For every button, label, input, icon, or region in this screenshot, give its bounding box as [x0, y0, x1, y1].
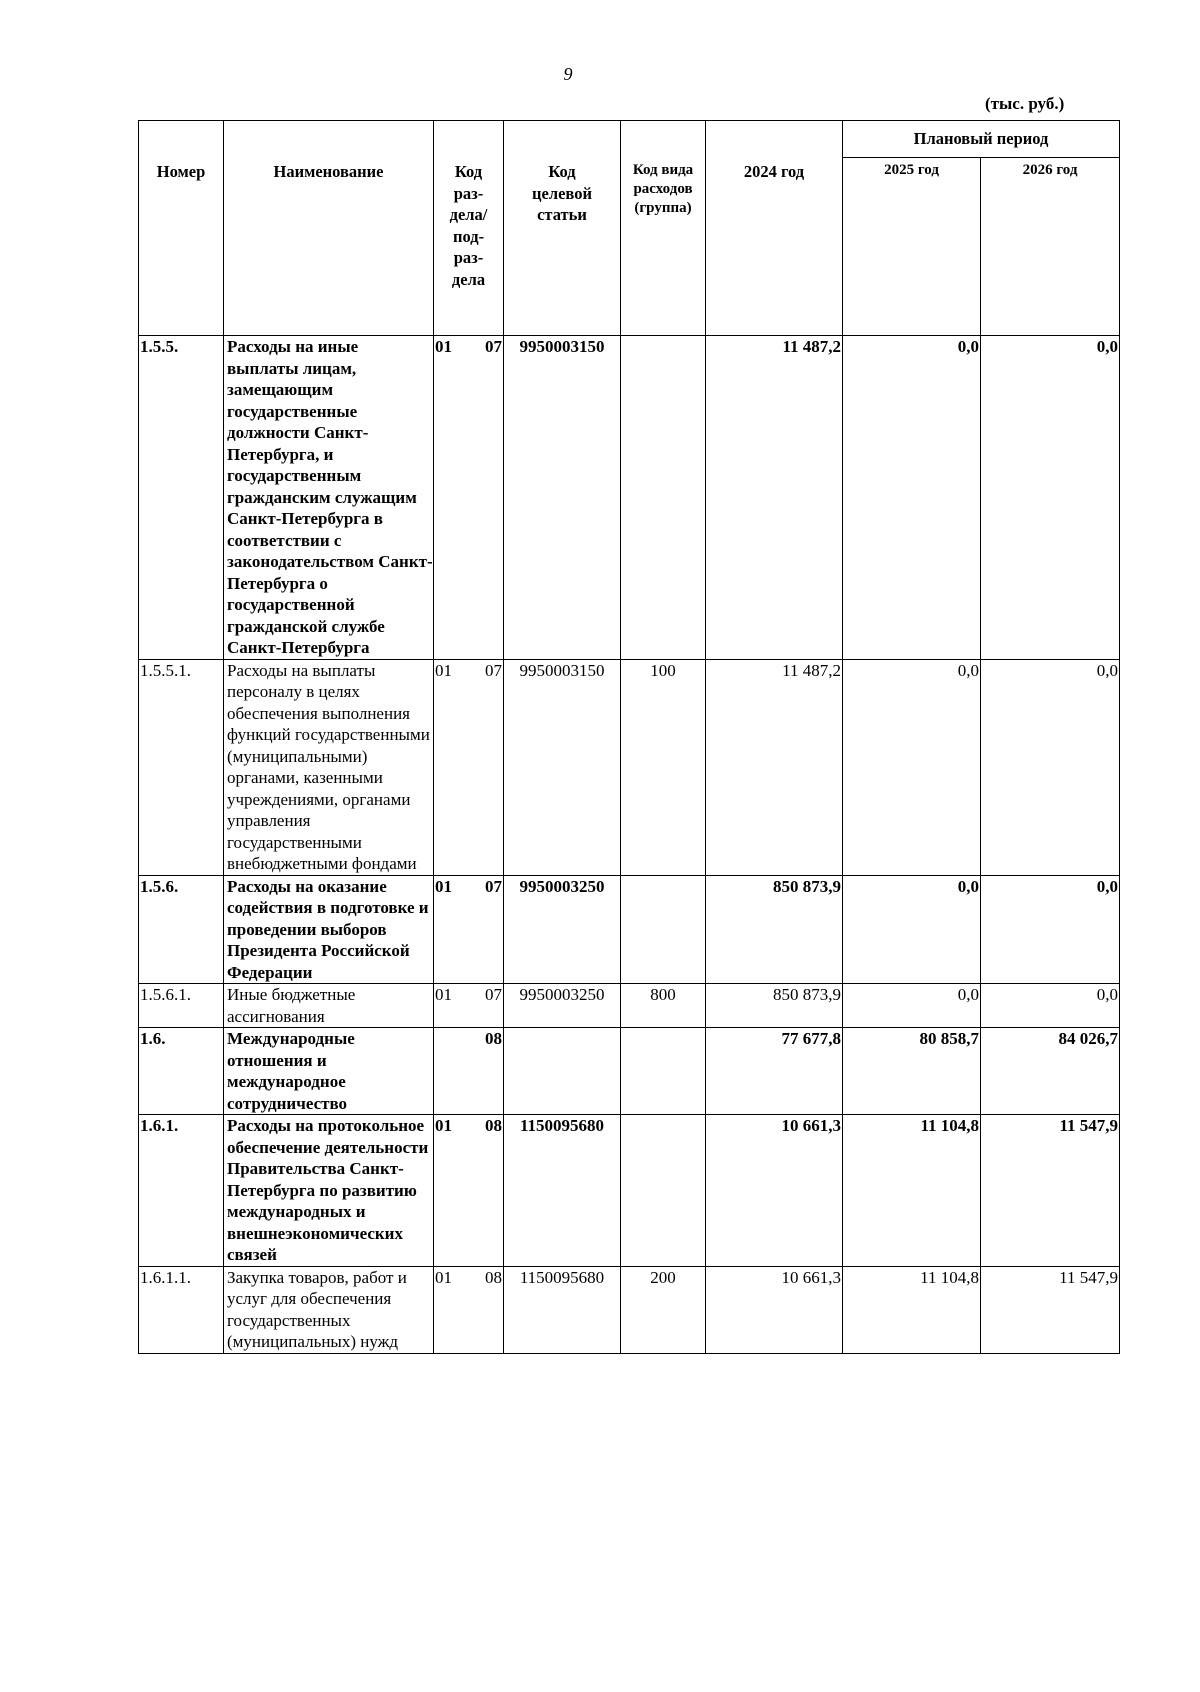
- header-number: Номер: [139, 121, 224, 336]
- row-amount-2025: 0,0: [843, 659, 981, 875]
- header-year-2026: 2026 год: [981, 158, 1120, 336]
- row-name: Расходы на выплаты персоналу в целях обеспечения выполнения функций государственными (муниципальными) органами, казенными учреждениями, органами управления государственными внебюджетными фондами: [224, 659, 434, 875]
- row-number: 1.6.1.1.: [139, 1266, 224, 1353]
- row-amount-2025: 0,0: [843, 984, 981, 1028]
- row-amount-2024: 11 487,2: [706, 659, 843, 875]
- row-target-code: [504, 1028, 621, 1115]
- row-amount-2026: 0,0: [981, 984, 1120, 1028]
- section-code: 01: [435, 985, 452, 1004]
- section-code: 01: [435, 660, 452, 680]
- row-amount-2026: 84 026,7: [981, 1028, 1120, 1115]
- header-expense-type-code: Код вида расходов (группа): [621, 121, 706, 336]
- row-target-code: 9950003150: [504, 336, 621, 660]
- row-expense-type: [621, 336, 706, 660]
- row-target-code: 9950003250: [504, 984, 621, 1028]
- row-amount-2026: 0,0: [981, 875, 1120, 984]
- row-target-code: 9950003150: [504, 659, 621, 875]
- row-section-code: [434, 659, 504, 875]
- subsection-code: 07: [485, 876, 502, 896]
- subsection-code: 07: [485, 985, 502, 1004]
- row-amount-2026: 11 547,9: [981, 1115, 1120, 1267]
- row-amount-2026: 0,0: [981, 659, 1120, 875]
- row-number: 1.5.6.1.: [139, 984, 224, 1028]
- row-expense-type: [621, 1115, 706, 1267]
- row-section-code: [434, 984, 504, 1028]
- row-amount-2025: 0,0: [843, 336, 981, 660]
- row-amount-2024: 850 873,9: [706, 875, 843, 984]
- header-section-code: Код раз-дела/ под-раз-дела: [434, 121, 504, 336]
- row-amount-2025: 11 104,8: [843, 1266, 981, 1353]
- row-expense-type: 200: [621, 1266, 706, 1353]
- row-number: 1.5.6.: [139, 875, 224, 984]
- row-name: Иные бюджетные ассигнования: [224, 984, 434, 1028]
- row-amount-2024: 10 661,3: [706, 1266, 843, 1353]
- subsection-code: 08: [485, 1029, 502, 1048]
- header-plan-period: Плановый период: [843, 121, 1120, 158]
- table-body: [139, 336, 1120, 1354]
- row-amount-2024: 77 677,8: [706, 1028, 843, 1115]
- table-row: [139, 984, 1120, 1028]
- table-row: [139, 1115, 1120, 1267]
- row-section-code: [434, 1266, 504, 1353]
- row-section-code: [434, 1028, 504, 1115]
- table-row: [139, 659, 1120, 875]
- row-number: 1.5.5.: [139, 336, 224, 660]
- row-target-code: 1150095680: [504, 1266, 621, 1353]
- row-expense-type: 100: [621, 659, 706, 875]
- row-name: Расходы на иные выплаты лицам, замещающим государственные должности Санкт-Петербурга, и государственным гражданским служащим Санкт-Петербурга в соответствии с законодательством Санкт-Петербурга о государственной гражданской службе Санкт-Петербурга: [224, 336, 434, 660]
- section-code: 01: [435, 1267, 452, 1287]
- header-year-2024: 2024 год: [706, 121, 843, 336]
- row-name: Закупка товаров, работ и услуг для обеспечения государственных (муниципальных) нужд: [224, 1266, 434, 1353]
- row-name: Расходы на оказание содействия в подготовке и проведении выборов Президента Российской Федерации: [224, 875, 434, 984]
- section-code: 01: [435, 337, 452, 356]
- row-amount-2025: 0,0: [843, 875, 981, 984]
- row-amount-2025: 11 104,8: [843, 1115, 981, 1267]
- row-amount-2024: 10 661,3: [706, 1115, 843, 1267]
- row-name: Международные отношения и международное сотрудничество: [224, 1028, 434, 1115]
- row-number: 1.5.5.1.: [139, 659, 224, 875]
- row-section-code: [434, 336, 504, 660]
- subsection-code: 08: [485, 1116, 502, 1135]
- header-name: Наименование: [224, 121, 434, 336]
- page-number: 9: [563, 64, 573, 84]
- row-amount-2025: 80 858,7: [843, 1028, 981, 1115]
- row-amount-2024: 11 487,2: [706, 336, 843, 660]
- units-label: (тыс. руб.): [985, 94, 1065, 113]
- row-amount-2024: 850 873,9: [706, 984, 843, 1028]
- header-year-2025: 2025 год: [843, 158, 981, 336]
- table-row: [139, 875, 1120, 984]
- row-expense-type: [621, 1028, 706, 1115]
- table-row: [139, 336, 1120, 660]
- subsection-code: 07: [485, 337, 502, 356]
- budget-table: [138, 120, 1120, 1354]
- row-target-code: 1150095680: [504, 1115, 621, 1267]
- row-expense-type: [621, 875, 706, 984]
- row-expense-type: 800: [621, 984, 706, 1028]
- header-target-code: Код целевой статьи: [504, 121, 621, 336]
- row-target-code: 9950003250: [504, 875, 621, 984]
- row-number: 1.6.1.: [139, 1115, 224, 1267]
- row-number: 1.6.: [139, 1028, 224, 1115]
- section-code: 01: [435, 1116, 452, 1135]
- row-amount-2026: 0,0: [981, 336, 1120, 660]
- subsection-code: 07: [485, 660, 502, 680]
- row-name: Расходы на протокольное обеспечение деятельности Правительства Санкт-Петербурга по развитию международных и внешнеэкономических связей: [224, 1115, 434, 1267]
- row-amount-2026: 11 547,9: [981, 1266, 1120, 1353]
- row-section-code: [434, 875, 504, 984]
- section-code: 01: [435, 876, 452, 896]
- subsection-code: 08: [485, 1267, 502, 1287]
- table-row: [139, 1266, 1120, 1353]
- row-section-code: [434, 1115, 504, 1267]
- table-row: [139, 1028, 1120, 1115]
